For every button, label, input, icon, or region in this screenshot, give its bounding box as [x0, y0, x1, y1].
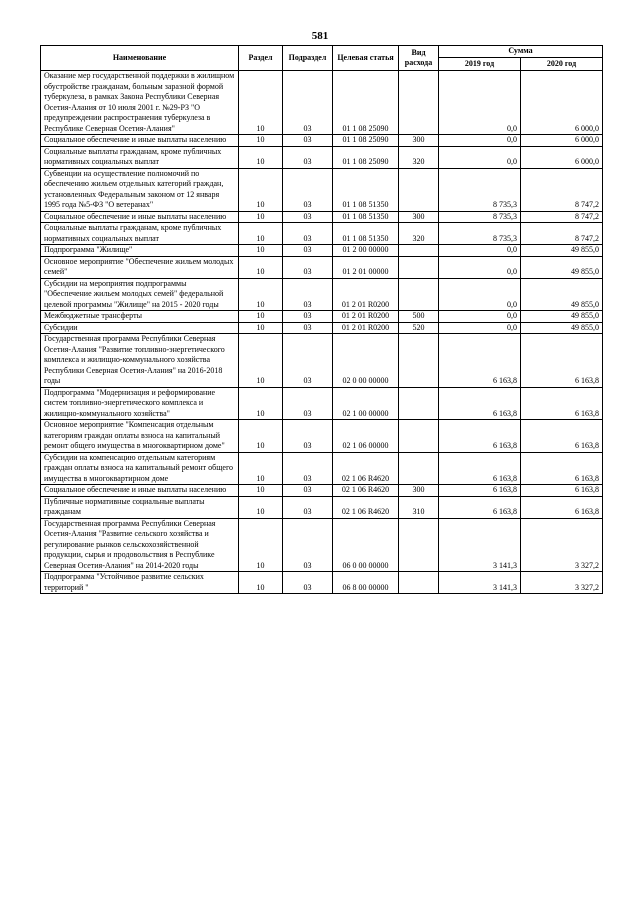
row-sum-2020: 49 855,0	[521, 322, 603, 334]
header-expense-type: Вид расхода	[399, 46, 439, 71]
row-target: 06 0 00 00000	[333, 518, 399, 572]
row-section: 10	[239, 387, 283, 420]
row-subsection: 03	[283, 278, 333, 311]
row-section: 10	[239, 223, 283, 245]
row-expense-type: 300	[399, 485, 439, 497]
row-target: 02 0 00 00000	[333, 334, 399, 388]
row-subsection: 03	[283, 518, 333, 572]
table-row	[41, 485, 603, 497]
table-row	[41, 135, 603, 147]
row-section: 10	[239, 245, 283, 257]
row-subsection: 03	[283, 168, 333, 211]
row-sum-2019: 0,0	[439, 146, 521, 168]
row-sum-2020: 49 855,0	[521, 311, 603, 323]
table-row	[41, 420, 603, 453]
row-section: 10	[239, 146, 283, 168]
row-section: 10	[239, 452, 283, 485]
table-row	[41, 572, 603, 594]
row-expense-type	[399, 245, 439, 257]
row-expense-type	[399, 334, 439, 388]
budget-table	[40, 45, 603, 594]
row-section: 10	[239, 485, 283, 497]
row-sum-2020: 6 163,8	[521, 387, 603, 420]
row-name: Публичные нормативные социальные выплаты гражданам	[41, 496, 239, 518]
row-subsection: 03	[283, 452, 333, 485]
row-target: 02 1 06 R4620	[333, 452, 399, 485]
row-target: 02 1 06 00000	[333, 420, 399, 453]
table-row	[41, 518, 603, 572]
table-row	[41, 211, 603, 223]
row-target: 02 1 06 R4620	[333, 485, 399, 497]
table-row	[41, 452, 603, 485]
row-sum-2019: 6 163,8	[439, 496, 521, 518]
row-name: Государственная программа Республики Северная Осетия-Алания "Развитие сельского хозяйства и регулирование рынков сельскохозяйственной продукции, сырья и продовольствия в Республике Северная Осетия-Алания" на 2014-2020 годы	[41, 518, 239, 572]
row-subsection: 03	[283, 322, 333, 334]
table-row	[41, 496, 603, 518]
row-sum-2020: 3 327,2	[521, 518, 603, 572]
table-row	[41, 223, 603, 245]
row-section: 10	[239, 311, 283, 323]
row-subsection: 03	[283, 223, 333, 245]
row-expense-type: 300	[399, 135, 439, 147]
row-name: Основное мероприятие "Компенсация отдельным категориям граждан оплаты взноса на капитальный ремонт общего имущества в многоквартирном доме"	[41, 420, 239, 453]
row-expense-type	[399, 256, 439, 278]
row-name: Социальное обеспечение и иные выплаты населению	[41, 135, 239, 147]
row-subsection: 03	[283, 146, 333, 168]
row-section: 10	[239, 334, 283, 388]
row-name: Субвенции на осуществление полномочий по обеспечению жильем отдельных категорий граждан, установленных Федеральным законом от 12 января 1995 года №5-ФЗ "О ветеранах"	[41, 168, 239, 211]
row-name: Социальные выплаты гражданам, кроме публичных нормативных социальных выплат	[41, 146, 239, 168]
row-subsection: 03	[283, 135, 333, 147]
row-section: 10	[239, 211, 283, 223]
row-sum-2020: 49 855,0	[521, 245, 603, 257]
table-row	[41, 387, 603, 420]
row-sum-2019: 6 163,8	[439, 420, 521, 453]
row-subsection: 03	[283, 485, 333, 497]
row-sum-2019: 0,0	[439, 278, 521, 311]
row-sum-2019: 0,0	[439, 135, 521, 147]
row-sum-2019: 0,0	[439, 311, 521, 323]
row-section: 10	[239, 278, 283, 311]
row-sum-2019: 0,0	[439, 245, 521, 257]
row-section: 10	[239, 420, 283, 453]
row-sum-2019: 6 163,8	[439, 452, 521, 485]
row-expense-type	[399, 168, 439, 211]
row-name: Социальное обеспечение и иные выплаты населению	[41, 211, 239, 223]
row-expense-type	[399, 452, 439, 485]
row-subsection: 03	[283, 256, 333, 278]
header-section: Раздел	[239, 46, 283, 71]
row-target: 01 1 08 51350	[333, 223, 399, 245]
row-name: Основное мероприятие "Обеспечение жильем молодых семей"	[41, 256, 239, 278]
row-sum-2020: 3 327,2	[521, 572, 603, 594]
row-sum-2020: 6 163,8	[521, 496, 603, 518]
row-expense-type: 320	[399, 146, 439, 168]
row-sum-2020: 6 000,0	[521, 135, 603, 147]
row-name: Субсидии на компенсацию отдельным категориям граждан оплаты взноса на капитальный ремонт общего имущества в многоквартирном доме	[41, 452, 239, 485]
table-row	[41, 322, 603, 334]
row-expense-type: 300	[399, 211, 439, 223]
row-target: 01 2 01 R0200	[333, 322, 399, 334]
row-section: 10	[239, 135, 283, 147]
row-subsection: 03	[283, 387, 333, 420]
row-section: 10	[239, 168, 283, 211]
header-sum: Сумма	[439, 46, 603, 58]
header-name: Наименование	[41, 46, 239, 71]
row-sum-2020: 6 000,0	[521, 146, 603, 168]
row-subsection: 03	[283, 211, 333, 223]
row-target: 01 1 08 25090	[333, 71, 399, 135]
row-target: 01 2 00 00000	[333, 245, 399, 257]
row-expense-type	[399, 71, 439, 135]
row-expense-type	[399, 518, 439, 572]
row-sum-2020: 6 163,8	[521, 485, 603, 497]
row-expense-type	[399, 572, 439, 594]
row-sum-2020: 6 000,0	[521, 71, 603, 135]
table-row	[41, 278, 603, 311]
row-name: Субсидии	[41, 322, 239, 334]
header-year-2020: 2020 год	[521, 58, 603, 71]
row-expense-type	[399, 278, 439, 311]
header-target: Целевая статья	[333, 46, 399, 71]
row-sum-2019: 6 163,8	[439, 387, 521, 420]
row-name: Подпрограмма "Жилище"	[41, 245, 239, 257]
row-target: 01 2 01 R0200	[333, 311, 399, 323]
row-target: 01 1 08 51350	[333, 211, 399, 223]
row-sum-2020: 8 747,2	[521, 168, 603, 211]
row-expense-type	[399, 387, 439, 420]
header-subsection: Подраздел	[283, 46, 333, 71]
row-expense-type: 520	[399, 322, 439, 334]
row-sum-2019: 8 735,3	[439, 168, 521, 211]
row-target: 01 2 01 R0200	[333, 278, 399, 311]
row-target: 02 1 00 00000	[333, 387, 399, 420]
row-name: Межбюджетные трансферты	[41, 311, 239, 323]
row-name: Подпрограмма "Модернизация и реформирование систем топливно-энергетического комплекса и жилищно-коммунального хозяйства"	[41, 387, 239, 420]
row-section: 10	[239, 572, 283, 594]
row-expense-type: 320	[399, 223, 439, 245]
row-sum-2019: 0,0	[439, 71, 521, 135]
row-section: 10	[239, 496, 283, 518]
row-subsection: 03	[283, 71, 333, 135]
row-subsection: 03	[283, 496, 333, 518]
row-subsection: 03	[283, 334, 333, 388]
row-section: 10	[239, 518, 283, 572]
row-name: Субсидии на мероприятия подпрограммы "Обеспечение жильем молодых семей" федеральной целевой программы "Жилище" на 2015 - 2020 годы	[41, 278, 239, 311]
row-sum-2019: 3 141,3	[439, 572, 521, 594]
row-sum-2019: 3 141,3	[439, 518, 521, 572]
row-sum-2020: 6 163,8	[521, 420, 603, 453]
row-sum-2019: 6 163,8	[439, 334, 521, 388]
row-expense-type	[399, 420, 439, 453]
row-subsection: 03	[283, 245, 333, 257]
row-target: 01 1 08 25090	[333, 135, 399, 147]
row-sum-2020: 49 855,0	[521, 278, 603, 311]
table-row	[41, 256, 603, 278]
table-row	[41, 245, 603, 257]
row-target: 01 2 01 00000	[333, 256, 399, 278]
row-subsection: 03	[283, 311, 333, 323]
row-target: 01 1 08 51350	[333, 168, 399, 211]
row-subsection: 03	[283, 572, 333, 594]
row-sum-2019: 8 735,3	[439, 211, 521, 223]
row-target: 06 8 00 00000	[333, 572, 399, 594]
row-subsection: 03	[283, 420, 333, 453]
row-sum-2020: 8 747,2	[521, 223, 603, 245]
row-section: 10	[239, 322, 283, 334]
row-section: 10	[239, 71, 283, 135]
table-row	[41, 311, 603, 323]
row-expense-type: 500	[399, 311, 439, 323]
table-row	[41, 71, 603, 135]
row-sum-2020: 49 855,0	[521, 256, 603, 278]
row-name: Социальное обеспечение и иные выплаты населению	[41, 485, 239, 497]
row-name: Подпрограмма "Устойчивое развитие сельских территорий "	[41, 572, 239, 594]
row-target: 01 1 08 25090	[333, 146, 399, 168]
table-row	[41, 168, 603, 211]
row-section: 10	[239, 256, 283, 278]
row-expense-type: 310	[399, 496, 439, 518]
row-sum-2019: 0,0	[439, 256, 521, 278]
row-sum-2019: 6 163,8	[439, 485, 521, 497]
row-sum-2020: 8 747,2	[521, 211, 603, 223]
table-row	[41, 146, 603, 168]
page-number: 581	[311, 30, 329, 42]
row-name: Государственная программа Республики Северная Осетия-Алания "Развитие топливно-энергетического комплекса и жилищно-коммунального хозяйства Республики Северная Осетия-Алания" на 2016-2018 годы	[41, 334, 239, 388]
row-sum-2020: 6 163,8	[521, 334, 603, 388]
row-sum-2019: 8 735,3	[439, 223, 521, 245]
header-year-2019: 2019 год	[439, 58, 521, 71]
row-target: 02 1 06 R4620	[333, 496, 399, 518]
table-row	[41, 334, 603, 388]
row-sum-2019: 0,0	[439, 322, 521, 334]
row-sum-2020: 6 163,8	[521, 452, 603, 485]
row-name: Оказание мер государственной поддержки в жилищном обустройстве гражданам, больным заразной формой туберкулеза, в рамках Закона Республики Северная Осетия-Алания от 10 июля 2001 г. №29-РЗ "О предупреждении распространения туберкулеза в Республике Северная Осетия-Алания"	[41, 71, 239, 135]
row-name: Социальные выплаты гражданам, кроме публичных нормативных социальных выплат	[41, 223, 239, 245]
